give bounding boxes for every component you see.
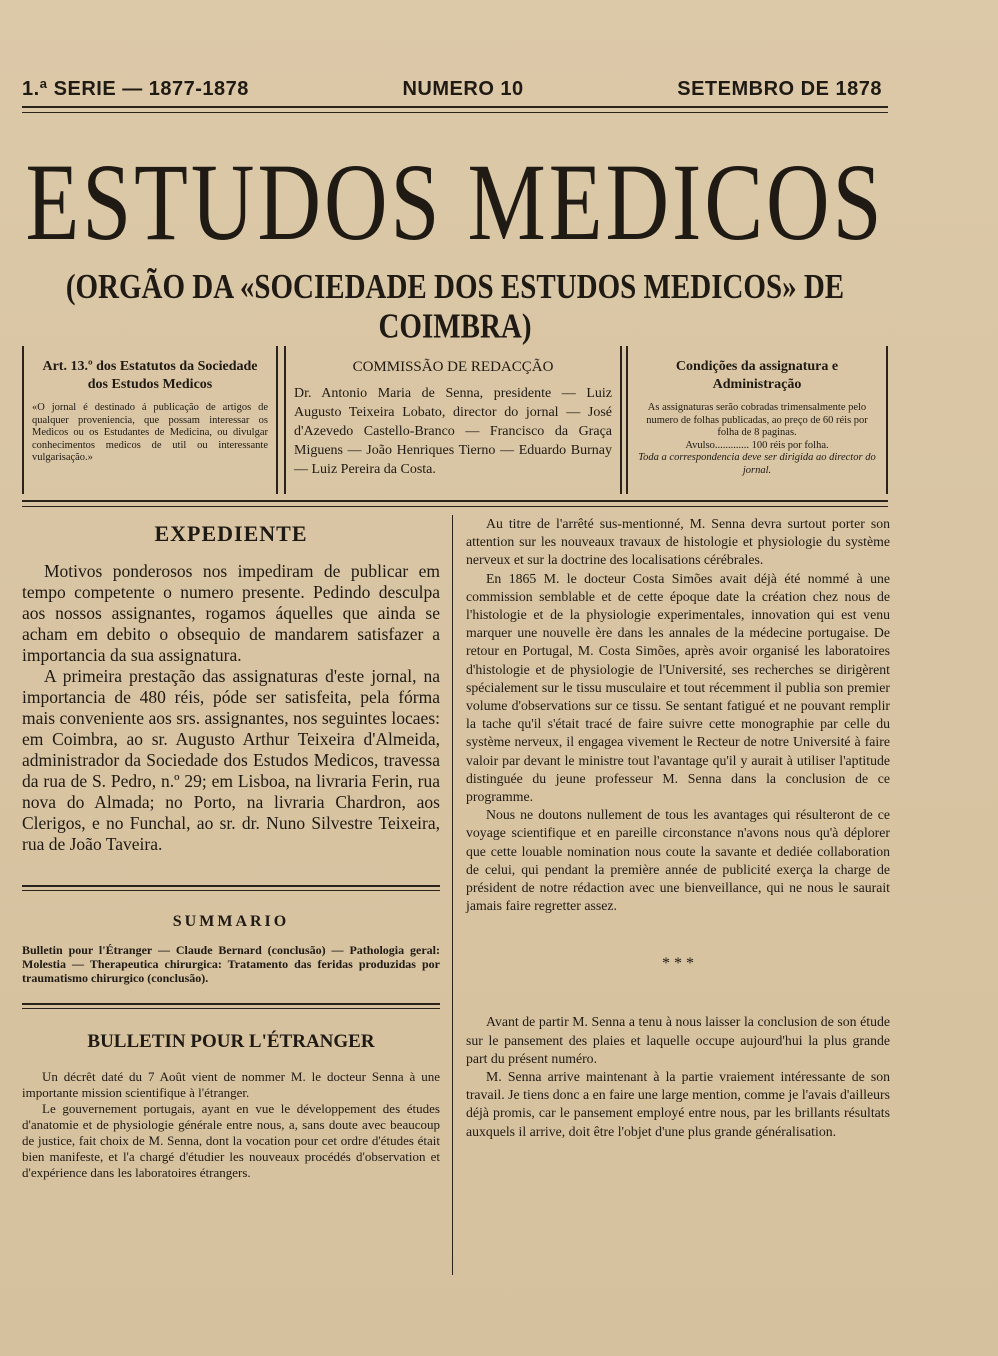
right-paragraph-2: En 1865 M. le docteur Costa Simões avait déjà été nommé à une commission semblable et de cette époque date la création chez nous de l'histologie et de la physiologie experimentales, innovation qui est venu marquer une nouvelle ère dans les annales de la médecine portugaise. De retour en Portugal, M. Costa Simões, après avoir organisé les laboratoires d'histologie et de physiologie de l'Université, ses recherches se dirigèrent spécialement sur le tissu musculaire et tout récemment il publia son premier volume d'observations sur ce tissu. Se sentant fatigué et ne pouvant remplir la tache qu'il s'était tracé de faire suivre cette monographie par celle du système nerveux, il engagea vivement le Recteur de notre Université à faire valoir par devant le ministre tout l'avantage qu'il y aurait à utiliser l'aptitude distinguée du jeune professeur M. Senna dans la conclusion de ce programme. xyxy=(466,570,890,805)
summary-text: Bulletin pour l'Étranger — Claude Bernard (conclusão) — Pathologia geral: Molestia — Therapeutica chirurgica: Tratamento das feridas produzidas por traumatismo chirurgico (conclusão). xyxy=(22,943,440,985)
divider xyxy=(22,506,888,507)
conditions-line-2: Avulso............. 100 réis por folha. xyxy=(685,439,829,451)
right-column xyxy=(466,515,890,1141)
column-separator xyxy=(452,515,453,1275)
right-paragraph-3: Nous ne doutons nullement de tous les avantages qui résulteront de ce voyage scientifique et en pareille circonstance n'avons nous qu'à déplorer que cette louable nomination nous coute la savante et dediée collaboration de celui, qui pendant la première année de publicité exerça la charge de président de notre rédaction avec une bienveillance, qui ne nous le saurait jamais faire regretter assez. xyxy=(466,807,890,914)
statutes-box xyxy=(22,346,278,494)
divider xyxy=(22,106,888,108)
statutes-text: «O jornal é destinado á publicação de artigos de qualquer proveniencia, que possam interessar os Medicos ou os Estudantes de Medicina, ou divulgar conhecimentos medicos de util ou interessante vulgarisação.» xyxy=(32,402,268,463)
divider xyxy=(22,500,888,502)
bulletin-heading: BULLETIN POUR L'ÉTRANGER xyxy=(87,1031,375,1052)
committee-heading: COMMISSÃO DE REDACÇÃO xyxy=(352,359,554,375)
section-stars: * * * xyxy=(662,955,694,973)
conditions-line-1: As assignaturas serão cobradas trimensalmente pelo numero de folhas publicadas, ao preço de 60 réis por folha de 8 paginas. xyxy=(646,402,868,438)
committee-box xyxy=(284,346,622,494)
statutes-heading: Art. 13.º dos Estatutos da Sociedade dos Estudos Medicos xyxy=(42,359,258,392)
right-paragraph-5: M. Senna arrive maintenant à la partie vraiement intéressante de son travail. Je tiens donc a en faire une large mention, comme je l'avais d'ailleurs déjà promis, car le pansement employé entre nous, par les brillants résultats auxquels il arrive, doit être l'objet d'une plus grande généralisation. xyxy=(466,1069,890,1139)
left-column xyxy=(22,515,440,1181)
series-label: 1.ª SERIE — 1877-1878 xyxy=(22,78,249,100)
divider xyxy=(22,885,440,887)
committee-text: Dr. Antonio Maria de Senna, presidente — Luiz Augusto Teixeira Lobato, director do jornal — José d'Azevedo Castello-Branco — Francisco da Graça Miguens — João Henriques Tierno — Eduardo Burnay — Luiz Pereira da Costa. xyxy=(294,386,612,477)
issue-number: NUMERO 10 xyxy=(402,78,524,100)
conditions-box xyxy=(626,346,888,494)
journal-title: ESTUDOS MEDICOS xyxy=(25,142,885,264)
divider xyxy=(22,112,888,113)
conditions-heading: Condições da assignatura e Administração xyxy=(675,359,839,392)
right-paragraph-4: Avant de partir M. Senna a tenu à nous laisser la conclusion de son étude sur le pansement des plaies et laquelle occupe aujourd'hui la plus grande part du présent numéro. xyxy=(466,1014,890,1066)
divider xyxy=(22,1008,440,1009)
divider xyxy=(22,890,440,891)
journal-subtitle: (ORGÃO DA «SOCIEDADE DOS ESTUDOS MEDICOS» DE COIMBRA) xyxy=(65,268,845,346)
masthead-topline xyxy=(22,78,882,101)
summary-heading: SUMMARIO xyxy=(172,913,290,930)
expediente-paragraph-2: A primeira prestação das assignaturas d'este jornal, na importancia de 480 réis, póde ser satisfeita, pela fórma mais conveniente aos srs. assignantes, nos seguintes locaes: em Coimbra, ao sr. Augusto Arthur Teixeira d'Almeida, administrador da Sociedade dos Estudos Medicos, travessa da rua de S. Pedro, n.º 29; em Lisboa, na livraria Ferin, rua nova do Almada; no Porto, na livraria Chardron, aos Clerigos, e no Funchal, ao sr. dr. Nuno Silvestre Teixeira, rua de João Taveira. xyxy=(22,666,440,854)
bulletin-paragraph-1: Un décrêt daté du 7 Août vient de nommer M. le docteur Senna à une importante mission scientifique à l'étranger. xyxy=(22,1069,440,1100)
divider xyxy=(22,1003,440,1005)
issue-date: SETEMBRO DE 1878 xyxy=(677,78,882,100)
conditions-line-3: Toda a correspondencia deve ser dirigida ao director do jornal. xyxy=(638,452,876,476)
bulletin-paragraph-2: Le gouvernement portugais, ayant en vue le développement des études d'anatomie et de physiologie générale entre nous, a, sans doute avec beaucoup de justice, fait choix de M. Senna, dont la vocation pour cet ordre d'études était bien manifeste, et l'a chargé d'étudier les nouveaux procédés d'observation et d'expérience dans les laboratoires étrangers. xyxy=(22,1101,440,1180)
right-paragraph-1: Au titre de l'arrêté sus-mentionné, M. Senna devra surtout porter son attention sur les nouveaux travaux de histologie et physiologie du système nerveux et sur la doctrine des localisations cérébrales. xyxy=(466,516,890,568)
expediente-paragraph-1: Motivos ponderosos nos impediram de publicar em tempo competente o numero presente. Pedindo desculpa aos nossos assignantes, rogamos áquelles que ainda se acham em debito o obsequio de mandarem satisfazer a importancia da sua assignatura. xyxy=(22,561,440,665)
expediente-heading: EXPEDIENTE xyxy=(154,521,308,546)
